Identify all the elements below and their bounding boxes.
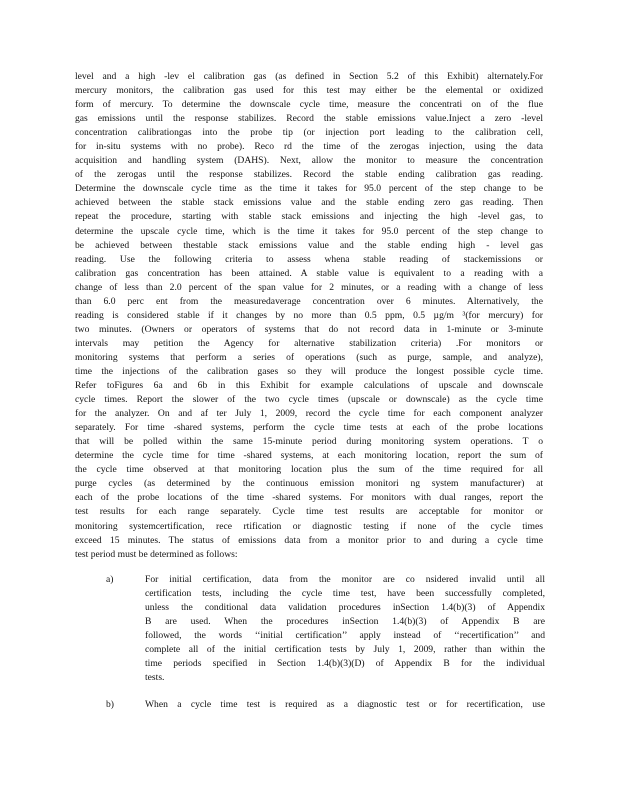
text-line: mercury monitors, the calibration gas used for this test may either be the elemental or oxidized (75, 85, 543, 97)
text-line: separately. For time -shared systems, perform the cycle time tests at each of the probe locations (75, 422, 543, 434)
list-marker: a) (106, 574, 114, 585)
list-marker: b) (106, 699, 114, 710)
text-line: that will be polled within the same 15-minute period during monitoring system operations. T o (75, 436, 543, 448)
text-line: level and a high -lev el calibration gas (as defined in Section 5.2 of this Exhibit) alternately.For (75, 71, 543, 82)
text-line: change of less than 2.0 percent of the span value for 2 minutes, or a reading with a change of less (75, 281, 543, 293)
text-line: unless the conditional data validation procedures inSection 1.4(b)(3) of Appendix (145, 602, 545, 614)
text-line: monitoring systemcertification, rece rtification or diagnostic testing if none of the cycle times (75, 520, 543, 532)
text-line: For initial certification, data from the monitor are co nsidered invalid until all (145, 574, 545, 585)
text-line: concentration calibrationgas into the probe tip (or injection port leading to the calibration cell, (75, 127, 543, 139)
text-line: be achieved between thestable stack emissions value and the stable ending high - level gas (75, 239, 543, 251)
text-line: purge cycles (as determined by the continuous emission monitori ng system manufacturer) at (75, 478, 543, 490)
text-line: achieved between the stable stack emissions value and the stable ending zero gas reading. Then (75, 197, 543, 209)
text-line: than 6.0 perc ent from the measuredaverage concentration over 6 minutes. Alternatively, the (75, 295, 543, 307)
text-line: Refer toFigures 6a and 6b in this Exhibit for example calculations of upscale and downscale (75, 380, 543, 392)
text-line: cycle times. Report the slower of the two cycle times (upscale or downscale) as the cycle time (75, 394, 543, 406)
text-line: acquisition and handling system (DAHS). Next, allow the monitor to measure the concentration (75, 155, 543, 167)
text-line: each of the probe locations of the time -shared systems. For monitors with dual ranges, report the (75, 492, 543, 504)
text-line: followed, the words ‘‘initial certification’’ apply instead of ‘‘recertification’’ and (145, 630, 545, 642)
text-line: of the zerogas until the response stabilizes. Record the stable ending calibration gas reading. (75, 169, 543, 181)
text-line: exceed 15 minutes. The status of emissions data from a monitor prior to and during a cycle time (75, 534, 543, 546)
text-line: tests. (145, 672, 165, 684)
list-item-body (145, 698, 545, 712)
text-line: monitoring systems that perform a series of operations (such as purge, sample, and analyze), (75, 351, 543, 363)
text-line: time the injections of the calibration gases so they will produce the longest possible cycle time. (75, 365, 543, 377)
text-line: test period must be determined as follows: (75, 548, 238, 560)
text-line: repeat the procedure, starting with stable stack emissions and injecting the high -level gas, to (75, 211, 543, 223)
text-line: two minutes. (Owners or operators of systems that do not record data in 1-minute or 3-minute (75, 323, 543, 335)
text-line: B are used. When the procedures inSection 1.4(b)(3) of Appendix B are (145, 616, 545, 628)
body-paragraph (75, 70, 543, 562)
text-line: complete all of the initial certification tests by July 1, 2009, rather than within the (145, 644, 545, 656)
text-line: intervals may petition the Agency for alternative stabilization criteria) .For monitors or (75, 337, 543, 349)
text-line: for the analyzer. On and af ter July 1, 2009, record the cycle time for each component analyzer (75, 408, 543, 420)
list-item-body (145, 573, 545, 685)
text-line: determine the cycle time for time -shared systems, at each monitoring location, report the sum of (75, 450, 543, 462)
text-line: calibration gas concentration has been attained. A stable value is equivalent to a reading with a (75, 267, 543, 279)
text-line: reading. Use the following criteria to assess whena stable reading of stackemissions or (75, 253, 543, 265)
text-line: the cycle time observed at that monitoring location plus the sum of the time required for all (75, 464, 543, 476)
text-line: time periods specified in Section 1.4(b)(3)(D) of Appendix B for the individual (145, 658, 545, 670)
text-line: reading is considered stable if it changes by no more than 0.5 ppm, 0.5 µg/m ³(for mercury) for (75, 309, 543, 321)
text-line: gas emissions until the response stabilizes. Record the stable emissions value.Inject a zero -level (75, 113, 543, 125)
text-line: When a cycle time test is required as a diagnostic test or for recertification, use (145, 699, 545, 710)
text-line: test results for each range separately. Cycle time test results are acceptable for monitor or (75, 506, 543, 518)
text-line: for in-situ systems with no probe). Reco rd the time of the zerogas injection, using the data (75, 141, 543, 153)
text-line: certification tests, including the cycle time test, have been successfully completed, (145, 588, 545, 600)
text-line: determine the upscale cycle time, which is the time it takes for 95.0 percent of the step change to (75, 225, 543, 237)
text-line: Determine the downscale cycle time as the time it takes for 95.0 percent of the step change to be (75, 183, 543, 195)
text-line: form of mercury. To determine the downscale cycle time, measure the concentrati on of the flue (75, 99, 543, 111)
